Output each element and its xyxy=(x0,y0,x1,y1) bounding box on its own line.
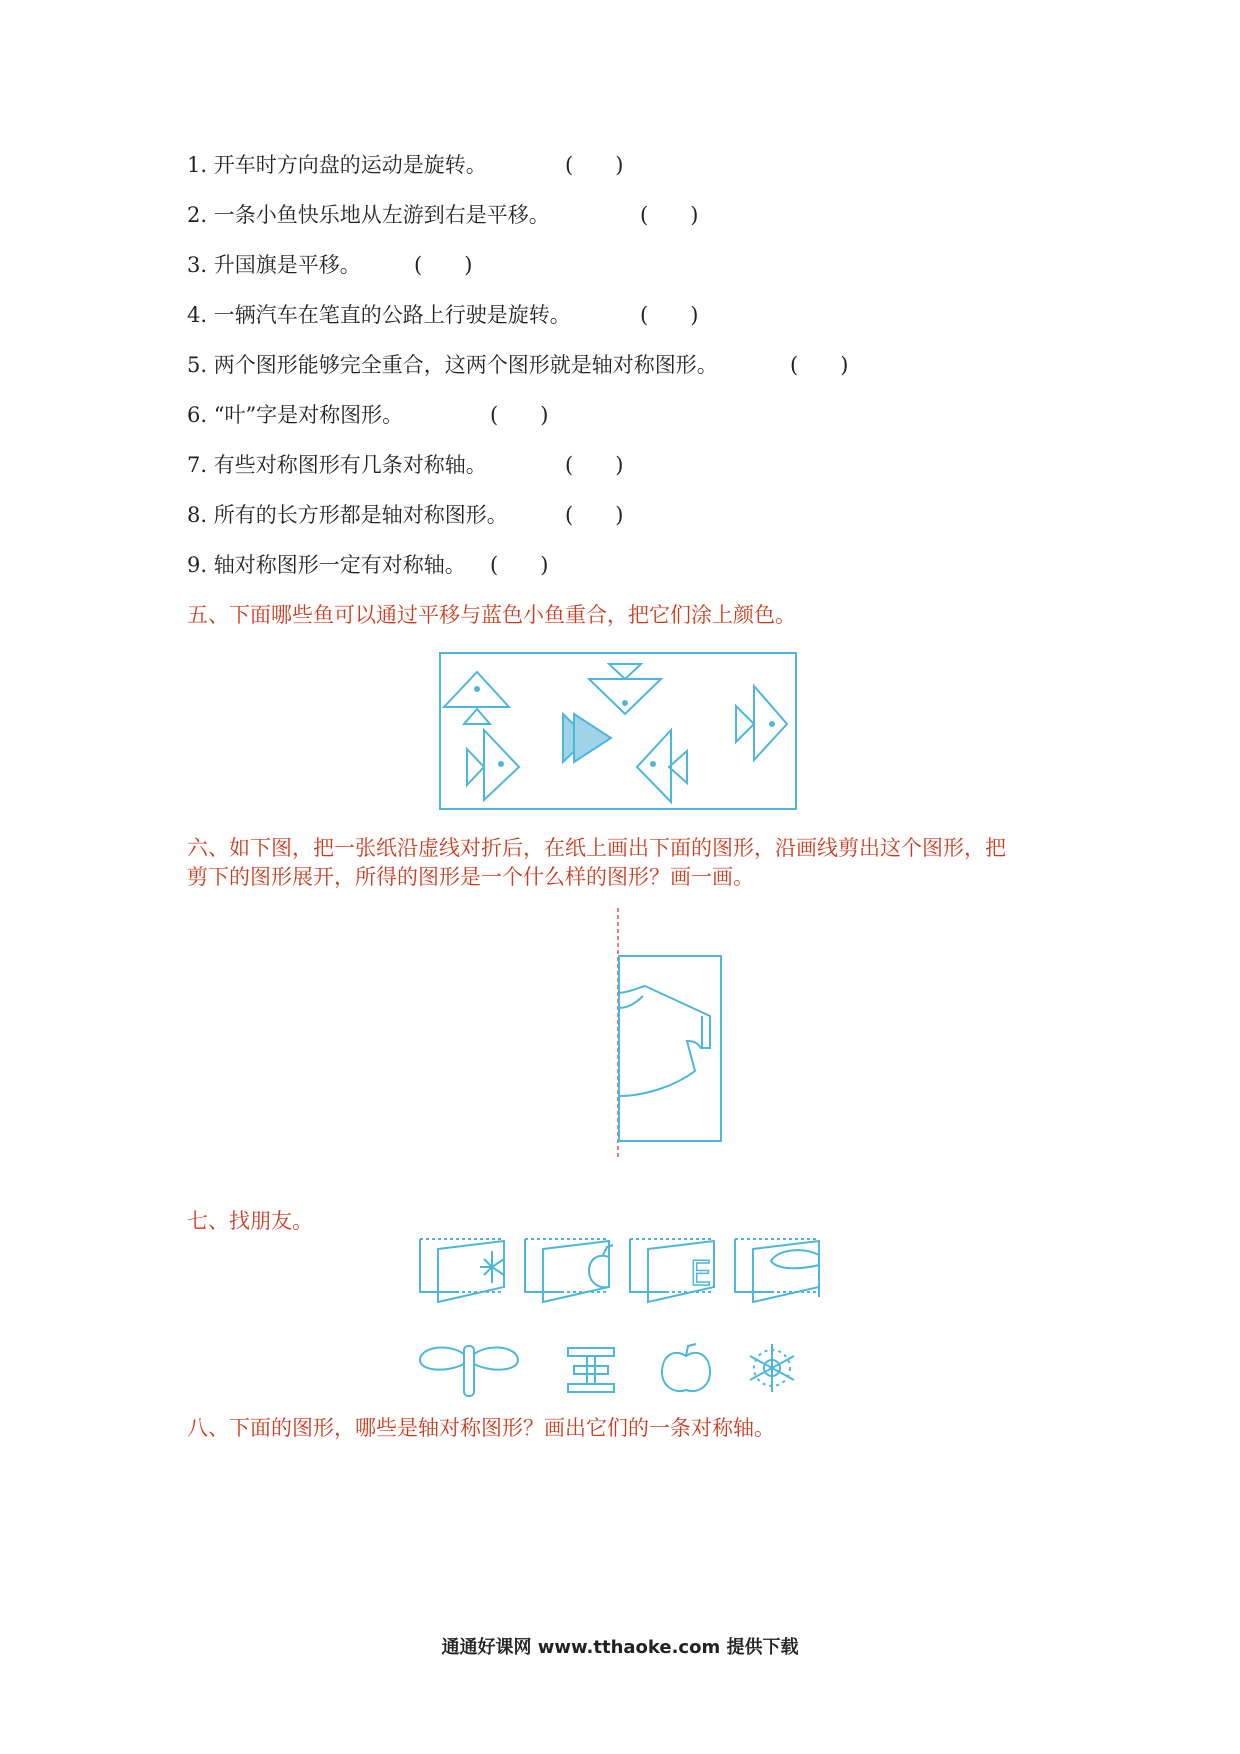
folded-card[interactable] xyxy=(525,1239,613,1302)
section-7-heading: 七、找朋友。 xyxy=(187,1209,313,1233)
question-text: 2. 一条小鱼快乐地从左游到右是平移。 xyxy=(187,203,550,227)
question-text: 6. “叶”字是对称图形。 xyxy=(187,403,404,427)
question-text: 7. 有些对称图形有几条对称轴。 xyxy=(187,453,487,477)
answer-paren[interactable]: ( ) xyxy=(490,403,549,427)
answer-paren[interactable]: ( ) xyxy=(565,503,624,527)
apple-icon[interactable] xyxy=(662,1344,710,1391)
answer-paren[interactable]: ( ) xyxy=(640,203,699,227)
answer-paren[interactable]: ( ) xyxy=(490,553,549,577)
shirt-half-outline xyxy=(619,986,710,1096)
folded-card[interactable] xyxy=(630,1239,714,1302)
footer-text: 通通好课网 www.tthaoke.com 提供下载 xyxy=(441,1637,799,1658)
fish-icon[interactable] xyxy=(444,672,509,724)
section-5-heading: 五、下面哪些鱼可以通过平移与蓝色小鱼重合，把它们涂上颜色。 xyxy=(187,603,796,627)
question-text: 9. 轴对称图形一定有对称轴。 xyxy=(187,553,466,577)
dragonfly-icon[interactable] xyxy=(420,1346,518,1396)
snowflake-icon[interactable] xyxy=(750,1344,794,1392)
fish-icon[interactable] xyxy=(467,730,519,800)
folded-card[interactable] xyxy=(420,1239,504,1302)
folded-card[interactable] xyxy=(735,1239,819,1302)
apple-half-icon xyxy=(589,1256,609,1288)
fish-panel xyxy=(439,652,797,810)
wang-character-icon[interactable] xyxy=(568,1348,614,1392)
question-text: 4. 一辆汽车在笔直的公路上行驶是旋转。 xyxy=(187,303,571,327)
snowflake-half-icon xyxy=(480,1251,504,1283)
section-6-heading-line2: 剪下的图形展开，所得的图形是一个什么样的图形？画一画。 xyxy=(187,865,754,889)
section-6-heading-line1: 六、如下图，把一张纸沿虚线对折后，在纸上画出下面的图形，沿画线剪出这个图形，把 xyxy=(187,836,1006,860)
folded-paper-cards xyxy=(418,1237,828,1317)
answer-paren[interactable]: ( ) xyxy=(790,353,849,377)
letter-half-text: E xyxy=(690,1254,712,1294)
section-8-heading: 八、下面的图形，哪些是轴对称图形？画出它们的一条对称轴。 xyxy=(187,1416,775,1440)
answer-paren[interactable]: ( ) xyxy=(565,453,624,477)
question-text: 5. 两个图形能够完全重合，这两个图形就是轴对称图形。 xyxy=(187,353,718,377)
symmetric-shapes-row xyxy=(416,1338,806,1398)
answer-paren[interactable]: ( ) xyxy=(640,303,699,327)
blue-fish-icon[interactable] xyxy=(563,714,611,762)
fold-paper-figure xyxy=(605,908,725,1168)
question-text: 1. 开车时方向盘的运动是旋转。 xyxy=(187,153,487,177)
dragonfly-half-icon xyxy=(771,1250,819,1268)
answer-paren[interactable]: ( ) xyxy=(565,153,624,177)
question-text: 8. 所有的长方形都是轴对称图形。 xyxy=(187,503,508,527)
answer-paren[interactable]: ( ) xyxy=(414,253,473,277)
question-text: 3. 升国旗是平移。 xyxy=(187,253,361,277)
fish-icon[interactable] xyxy=(589,664,661,714)
fish-icon[interactable] xyxy=(736,686,787,760)
fish-icon[interactable] xyxy=(637,730,687,802)
